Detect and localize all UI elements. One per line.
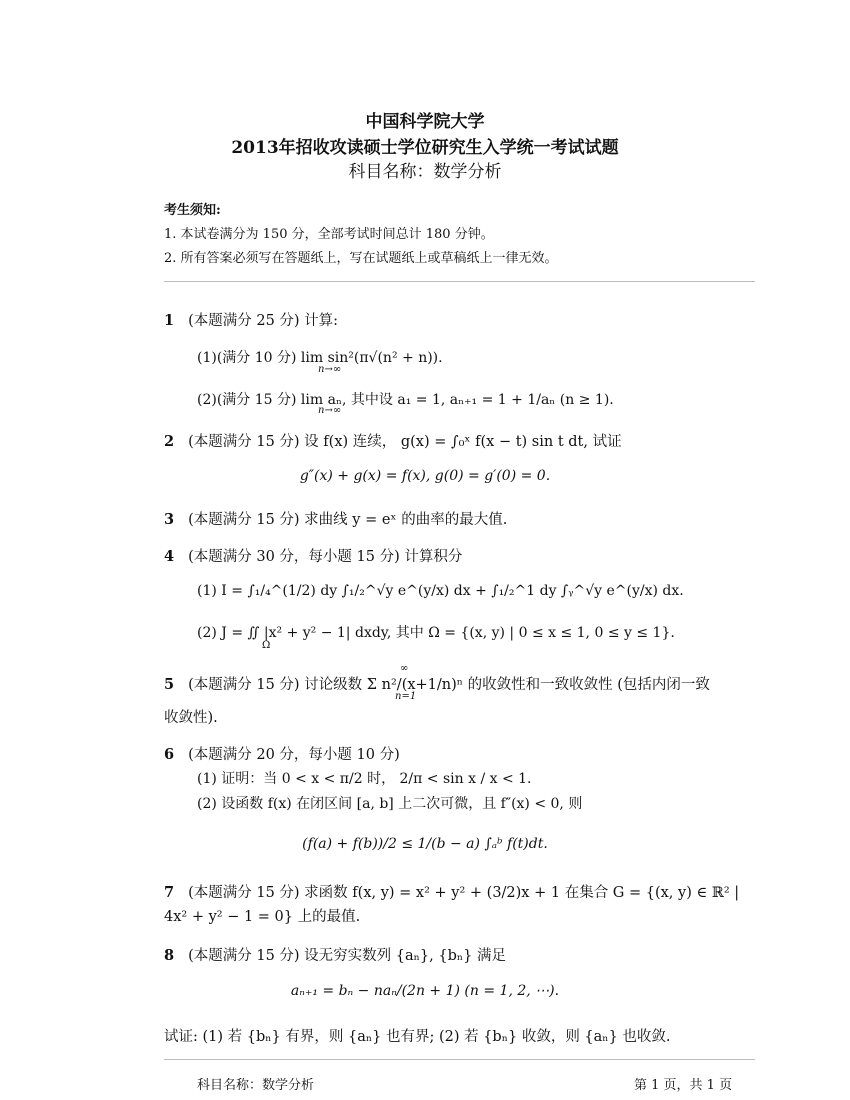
region-subscript: Ω: [262, 640, 271, 651]
display-formula: g″(x) + g(x) = f(x), g(0) = g′(0) = 0.: [299, 468, 551, 484]
question-1-part-2: (2)(满分 15 分) lim aₙ, 其中设 a₁ = 1, aₙ₊₁ = 1 + 1/aₙ (n ≥ 1).: [197, 392, 614, 408]
question-text: (本题满分 25 分) 计算:: [188, 313, 339, 329]
sum-upper-limit: ∞: [400, 663, 409, 674]
question-5: [164, 673, 710, 694]
question-6-part-1: (1) 证明：当 0 < x < π/2 时， 2/π < sin x / x < 1.: [197, 771, 532, 787]
question-5-continued: 收敛性).: [164, 710, 218, 726]
question-text: (本题满分 15 分) 设 f(x) 连续， g(x) = ∫₀ˣ f(x − t) sin t dt, 试证: [188, 434, 622, 450]
divider: [164, 281, 755, 282]
footer-divider: [164, 1059, 755, 1060]
question-4-part-2: (2) J = ∬ |x² + y² − 1| dxdy, 其中 Ω = {(x, y) | 0 ≤ x ≤ 1, 0 ≤ y ≤ 1}.: [197, 625, 675, 641]
limit-subscript: n→∞: [318, 405, 342, 416]
display-formula: (f(a) + f(b))/2 ≤ 1/(b − a) ∫ₐᵇ f(t)dt.: [302, 836, 548, 852]
question-6: [164, 743, 400, 764]
question-8-claims: 试证: (1) 若 {bₙ} 有界，则 {aₙ} 也有界; (2) 若 {bₙ} 收敛，则 {aₙ} 也收敛.: [164, 1029, 671, 1045]
notice-item: 1. 本试卷满分为 150 分，全部考试时间总计 180 分钟。: [164, 227, 494, 242]
question-8: [164, 944, 506, 965]
question-text: (本题满分 15 分) 设无穷实数列 {aₙ}, {bₙ} 满足: [188, 948, 506, 964]
limit-subscript: n→∞: [318, 364, 342, 375]
question-number: 6: [164, 746, 175, 763]
question-1-part-1: (1)(满分 10 分) lim sin²(π√(n² + n)).: [197, 350, 443, 366]
question-text: (本题满分 15 分) 讨论级数 Σ n²/(x+1/n)ⁿ 的收敛性和一致收敛性 (包括内闭一致: [188, 677, 710, 693]
sum-lower-limit: n=1: [395, 691, 417, 702]
question-number: 7: [164, 884, 175, 901]
display-formula: aₙ₊₁ = bₙ − naₙ/(2n + 1) (n = 1, 2, ⋯).: [290, 983, 560, 999]
school-title: 中国科学院大学: [365, 112, 485, 132]
question-4-part-1: (1) I = ∫₁/₄^(1/2) dy ∫₁/₂^√y e^(y/x) dx + ∫₁/₂^1 dy ∫ᵧ^√y e^(y/x) dx.: [197, 583, 684, 599]
question-text: (本题满分 20 分，每小题 10 分): [188, 747, 400, 763]
question-6-part-2: (2) 设函数 f(x) 在闭区间 [a, b] 上二次可微，且 f″(x) < 0, 则: [197, 796, 583, 812]
subject-title: 科目名称：数学分析: [348, 162, 502, 182]
question-text: (本题满分 15 分) 求函数 f(x, y) = x² + y² + (3/2)x + 1 在集合 G = {(x, y) ∈ ℝ² |: [188, 885, 740, 901]
question-number: 4: [164, 548, 175, 565]
question-number: 3: [164, 511, 175, 528]
question-7: [164, 881, 739, 902]
question-text: (本题满分 30 分，每小题 15 分) 计算积分: [188, 549, 463, 565]
question-4: [164, 545, 462, 566]
question-text: (本题满分 15 分) 求曲线 y = eˣ 的曲率的最大值.: [188, 512, 508, 528]
notice-heading: 考生须知:: [164, 203, 221, 218]
question-2: [164, 430, 622, 451]
question-7-continued: 4x² + y² − 1 = 0} 上的最值.: [164, 909, 361, 925]
question-number: 5: [164, 676, 175, 693]
question-number: 1: [164, 312, 175, 329]
notice-item: 2. 所有答案必须写在答题纸上，写在试题纸上或草稿纸上一律无效。: [164, 251, 558, 266]
question-3: [164, 508, 507, 529]
footer-subject: 科目名称：数学分析: [197, 1078, 315, 1093]
question-number: 8: [164, 947, 175, 964]
question-number: 2: [164, 433, 175, 450]
question-1: [164, 309, 338, 330]
exam-title: 2013年招收攻读硕士学位研究生入学统一考试试题: [231, 138, 619, 158]
footer-page-count: 第 1 页，共 1 页: [634, 1078, 733, 1093]
